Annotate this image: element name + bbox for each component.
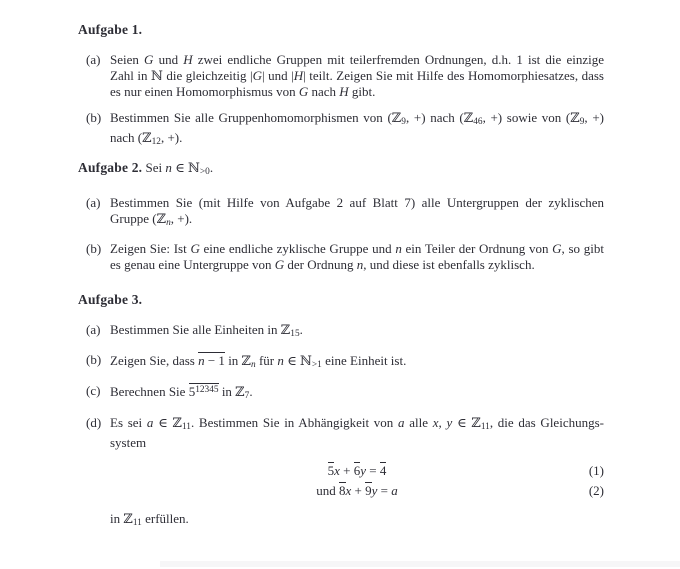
exercise-item: [78, 352, 604, 373]
section-heading-row: [78, 292, 604, 308]
equation: und 8x + 9y = a: [316, 482, 398, 498]
exercise-section: [78, 160, 604, 272]
equation-tag: (1): [588, 462, 604, 478]
equation-tag: (2): [588, 482, 604, 498]
item-text: Bestimmen Sie alle Gruppenhomomorphismen von (ℤ9, +) nach (ℤ46, +) sowie von (ℤ9, +) nach (ℤ12, +).: [110, 110, 604, 148]
item-label: (c): [86, 383, 101, 399]
exercise-item: [78, 241, 604, 273]
item-label: (a): [86, 194, 101, 210]
item-label: (b): [86, 352, 102, 368]
item-label: (b): [86, 240, 102, 256]
item-text: Zeigen Sie, dass n − 1 in ℤn für n ∈ ℕ>1 eine Einheit ist.: [110, 353, 407, 371]
item-body: [110, 195, 604, 231]
exercise-section: [78, 22, 604, 150]
equation-row: [110, 461, 604, 481]
section-heading: Aufgabe 1.: [78, 22, 143, 37]
item-text: Berechnen Sie $5^{12345}$ in ℤ7.: [110, 384, 253, 402]
section-items: [78, 52, 604, 150]
section-heading: Aufgabe 2.: [78, 160, 143, 176]
item-label: (d): [86, 414, 102, 430]
item-after-text: in ℤ11 erfüllen.: [110, 510, 189, 529]
exercise-item: [78, 322, 604, 342]
equation: 5x + 6y = 4: [327, 462, 387, 478]
item-label: (a): [86, 321, 101, 337]
item-body: [110, 110, 604, 150]
equation-block: [110, 461, 604, 501]
section-heading-row: [78, 22, 604, 38]
item-body: [110, 241, 604, 273]
exercise-item: [78, 415, 604, 531]
exercise-item: [78, 195, 604, 231]
section-intro: Sei n ∈ ℕ>0.: [142, 160, 214, 178]
item-text: Bestimmen Sie alle Einheiten in ℤ15.: [110, 321, 303, 340]
exercise-item: [78, 110, 604, 150]
section-heading: Aufgabe 3.: [78, 291, 143, 307]
exercise-sections: [78, 22, 604, 531]
item-label: (a): [86, 52, 101, 67]
item-body: [110, 352, 604, 373]
item-text: Bestimmen Sie (mit Hilfe von Aufgabe 2 auf Blatt 7) alle Untergruppen der zyklischen Gruppe (ℤn, +).: [110, 194, 604, 228]
item-label: (b): [86, 110, 102, 125]
section-items: [78, 195, 604, 273]
item-text: Zeigen Sie: Ist G eine endliche zyklische Gruppe und n ein Teiler der Ordnung von G, so gibt es genau eine Untergruppe von G der Ordnung n, und diese ist ebenfalls zyklisch.: [110, 240, 604, 272]
exercise-item: [78, 52, 604, 100]
page-bottom-smudge: [160, 561, 680, 567]
item-text: Seien G und H zwei endliche Gruppen mit teilerfremden Ordnungen, d.h. 1 ist die einzige Zahl in ℕ die gleichzeitig |G| und |H| teilt. Zeigen Sie mit Hilfe des Homomorphiesatzes, dass es nur einen Homomorphismus von G nach H gibt.: [110, 52, 604, 99]
exercise-section: [78, 292, 604, 531]
item-body: [110, 52, 604, 100]
item-body: [110, 322, 604, 342]
exercise-item: [78, 383, 604, 404]
section-items: [78, 322, 604, 531]
item-body: [110, 383, 604, 404]
equation-row: [110, 481, 604, 501]
section-heading-row: [78, 160, 604, 180]
item-body: [110, 415, 604, 531]
item-text: Es sei a ∈ ℤ11. Bestimmen Sie in Abhängigkeit von a alle x, y ∈ ℤ11, die das Gleichungssystem: [110, 414, 604, 450]
